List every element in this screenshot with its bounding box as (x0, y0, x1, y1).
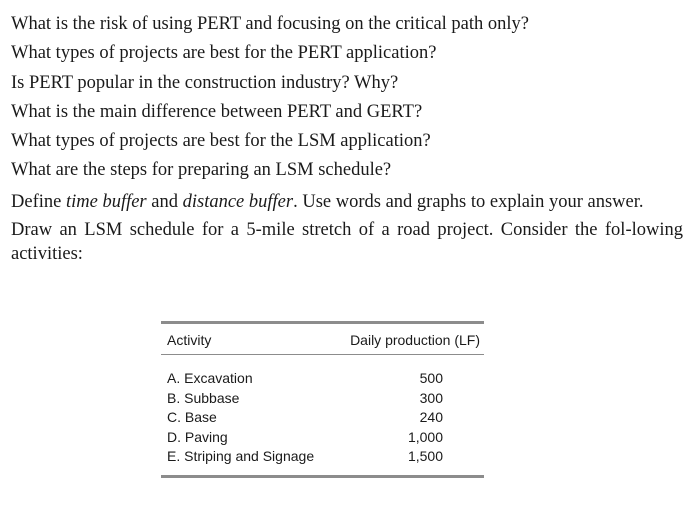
table-header (161, 324, 484, 354)
activity-cell: A. Excavation (167, 370, 253, 386)
question-7 (11, 190, 683, 214)
question-6: What are the steps for preparing an LSM schedule? (11, 160, 392, 181)
question-list (11, 10, 683, 266)
table-row (161, 389, 484, 409)
activity-table (161, 321, 484, 478)
activity-cell: B. Subbase (167, 389, 240, 406)
production-cell: 1,500 (407, 448, 443, 465)
question-5: What types of projects are best for the LSM application? (11, 131, 431, 152)
production-cell: 240 (419, 409, 443, 426)
production-cell: 1,000 (407, 428, 443, 445)
question-8: Draw an LSM schedule for a 5-mile stretch of a road project. Consider the fol-lowing activities: (11, 219, 683, 264)
production-cell: 500 (419, 370, 443, 386)
header-activity: Activity (167, 332, 212, 348)
question-7-text-start: Define (11, 191, 66, 212)
question-4: What is the main difference between PERT and GERT? (11, 101, 423, 122)
table-row (161, 428, 484, 448)
table-row (161, 408, 484, 428)
table-bottom-rule (161, 475, 484, 478)
question-2: What types of projects are best for the PERT application? (11, 43, 437, 64)
production-cell: 300 (419, 389, 443, 406)
header-daily-production: Daily production (LF) (350, 332, 480, 348)
activity-cell: C. Base (167, 409, 217, 426)
term-time-buffer: time buffer (65, 191, 147, 212)
table-header-rule (161, 354, 484, 355)
question-3: Is PERT popular in the construction industry? Why? (11, 72, 399, 93)
question-7-text-mid: and (146, 191, 183, 212)
activity-cell: E. Striping and Signage (167, 448, 315, 465)
activity-cell: D. Paving (167, 428, 228, 445)
table-row (161, 447, 484, 467)
table-row (161, 369, 484, 389)
question-1: What is the risk of using PERT and focusing on the critical path only? (11, 14, 529, 34)
question-7-text-end: . Use words and graphs to explain your answer. (293, 191, 644, 212)
term-distance-buffer: distance buffer (182, 191, 294, 212)
